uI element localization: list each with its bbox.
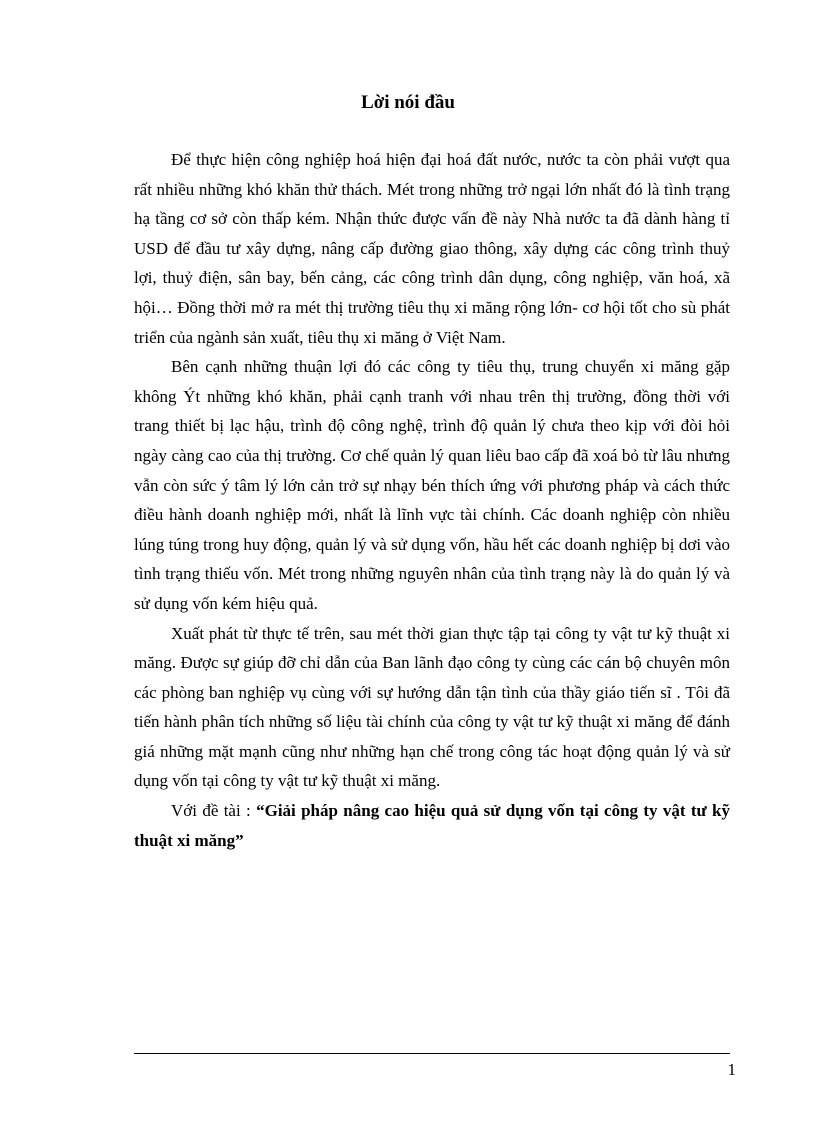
topic-paragraph <box>134 796 730 855</box>
page-title: Lời nói đầu <box>361 92 455 113</box>
document-body <box>134 145 730 855</box>
footer-divider <box>134 1053 730 1054</box>
topic-title: “Giải pháp nâng cao hiệu quả sử dụng vốn tại công ty vật tư kỹ thuật xi măng” <box>134 801 731 850</box>
paragraph-2: Bên cạnh những thuận lợi đó các công ty tiêu thụ, trung chuyển xi măng gặp không Ýt những khó khăn, phải cạnh tranh với nhau trên thị trường, đồng thời với trang thiết bị lạc hậu, trình độ công nghệ, trình độ quản lý chưa theo kịp với đòi hỏi ngày càng cao của thị trường. Cơ chế quản lý quan liêu bao cấp đã xoá bỏ từ lâu nhưng vẫn còn sức ý tâm lý lớn cản trở sự nhạy bén thích ứng với phương pháp và cách thức điều hành doanh nghiệp mới, nhất là lĩnh vực tài chính. Các doanh nghiệp còn nhiều lúng túng trong huy động, quản lý và sử dụng vốn, hầu hết các doanh nghiệp bị dơi vào tình trạng thiếu vốn. Mét trong những nguyên nhân của tình trạng này là do quản lý và sử dụng vốn kém hiệu quả. <box>134 357 730 613</box>
topic-intro: Với đề tài : <box>171 801 257 821</box>
page-number: 1 <box>727 1060 736 1079</box>
paragraph-1: Để thực hiện công nghiệp hoá hiện đại hoá đất nước, nước ta còn phải vượt qua rất nhiều những khó khăn thử thách. Mét trong những trở ngại lớn nhất đó là tình trạng hạ tầng cơ sở còn thấp kém. Nhận thức được vấn đề này Nhà nước ta đã dành hàng tỉ USD để đầu tư xây dựng, nâng cấp đường giao thông, xây dựng các công trình thuỷ lợi, thuỷ điện, sân bay, bến cảng, các công trình dân dụng, công nghiệp, văn hoá, xã hội… Đồng thời mở ra mét thị trường tiêu thụ xi măng rộng lớn- cơ hội tốt cho sù phát triển của ngành sản xuất, tiêu thụ xi măng ở Việt Nam. <box>134 150 730 347</box>
paragraph-3: Xuất phát từ thực tế trên, sau mét thời gian thực tập tại công ty vật tư kỹ thuật xi măng. Được sự giúp đỡ chỉ dẫn của Ban lãnh đạo công ty cùng các cán bộ chuyên môn các phòng ban nghiệp vụ cùng với sự hướng dẫn tận tình của thầy giáo tiến sĩ . Tôi đã tiến hành phân tích những số liệu tài chính của công ty vật tư kỹ thuật xi măng để đánh giá những mặt mạnh cũng như những hạn chế trong công tác hoạt động quản lý và sử dụng vốn tại công ty vật tư kỹ thuật xi măng. <box>134 623 730 791</box>
